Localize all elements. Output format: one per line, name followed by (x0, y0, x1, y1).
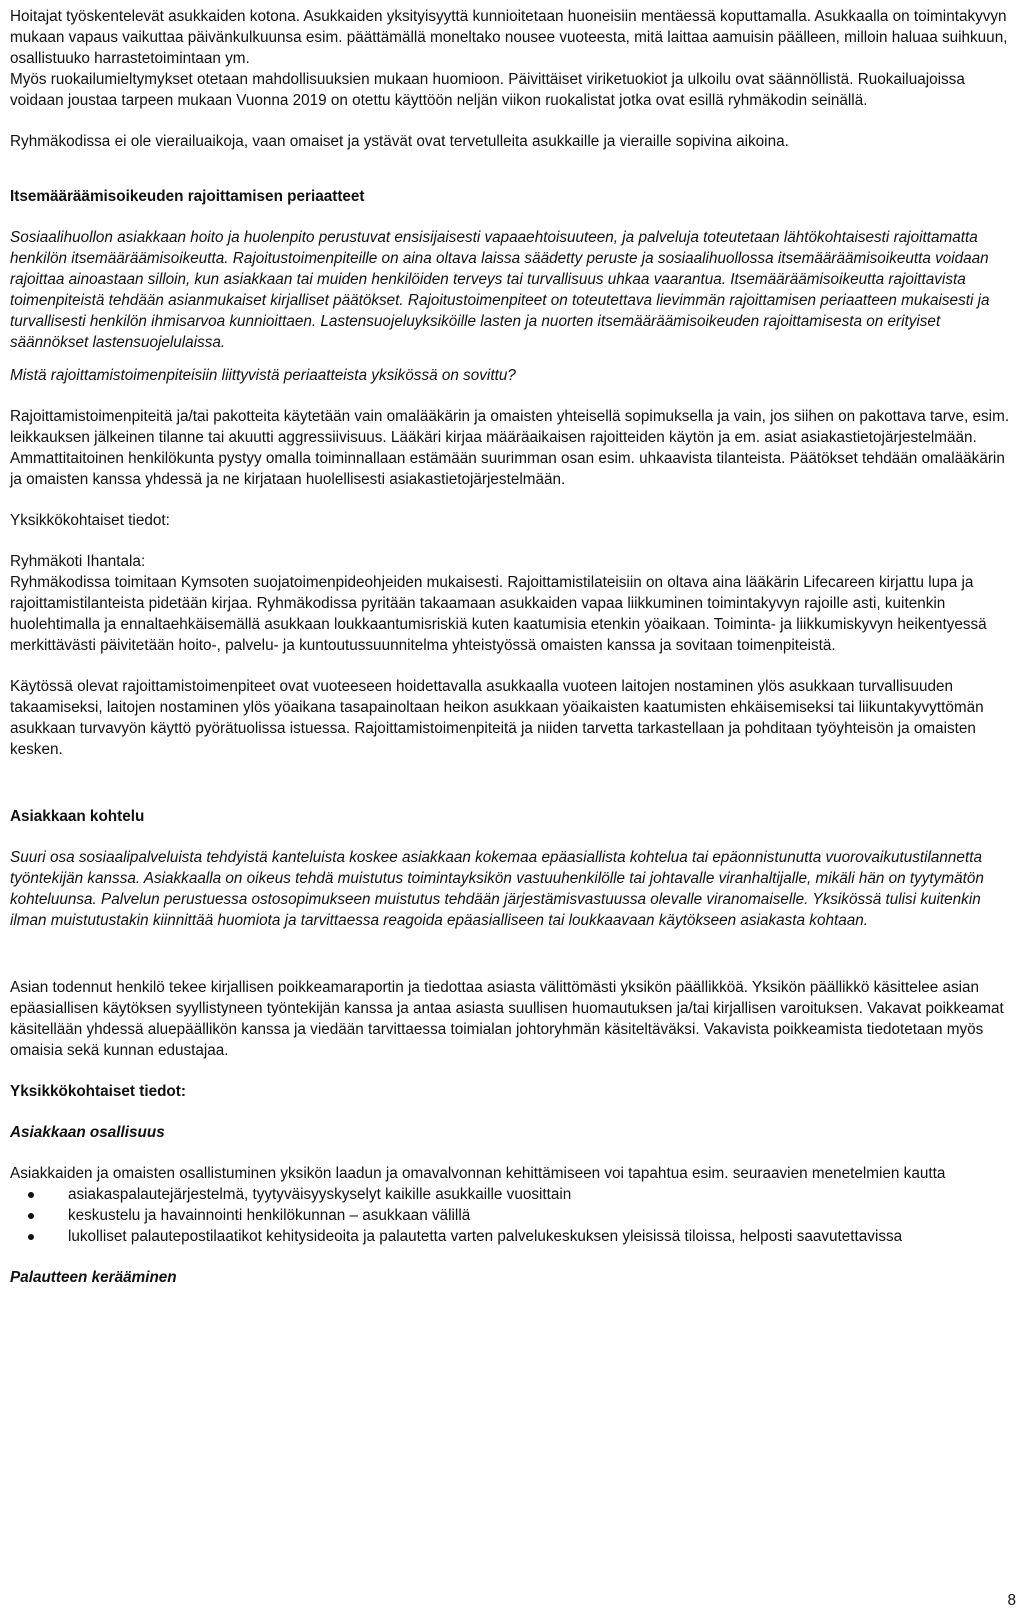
feedback-heading: Palautteen kerääminen (10, 1269, 177, 1286)
restriction-italic-body: Sosiaalihuollon asiakkaan hoito ja huolenpito perustuvat ensisijaisesti vapaaehtoisuuteen, ja palveluja toteutetaan lähtökohtaisesti rajoittamatta henkilön itsemääräämisoikeutta. Rajoitustoimenpiteille on aina oltava laissa säädetty peruste ja sosiaalihuollossa itsemääräämisoikeutta voidaan rajoittaa ainoastaan silloin, kun asiakkaan tai muiden henkilöiden terveys tai turvallisuus uhkaa vaarantua. Itsemääräämisoikeutta rajoittavista toimenpiteistä tehdään asianmukaiset kirjalliset päätökset. Rajoitustoimenpiteet on toteutettava lievimmän rajoittamisen periaatteen mukaisesti ja turvallisesti henkilön ihmisarvoa kunnioittaen. Lastensuojeluyksiköille lasten ja nuorten itsemääräämisoikeuden rajoittamisesta on erityiset säännökset lastensuojelulaissa. (10, 229, 990, 351)
bullet-icon (28, 1234, 34, 1240)
list-item (28, 1205, 1012, 1226)
participation-list (10, 1184, 1012, 1247)
participation-heading: Asiakkaan osallisuus (10, 1124, 165, 1141)
list-item-text: lukolliset palautepostilaatikot kehitysideoita ja palautetta varten palvelukeskuksen yleisissä tiloissa, helposti saavutettavissa (68, 1228, 903, 1245)
treatment-italic-body: Suuri osa sosiaalipalveluista tehdyistä kanteluista koskee asiakkaan kokemaa epäasiallista kohtelua tai epäonnistunutta vuorovaikutustilannetta työntekijän kanssa. Asiakkaalla on oikeus tehdä muistutus toimintayksikön vastuuhenkilölle tai johtavalle viranhaltijalle, mikäli hän on tyytymätön kohteluunsa. Palvelun perustuessa ostosopimukseen muistutus tehdään järjestämisvastuussa olevalle viranomaiselle. Yksikössä tulisi kuitenkin ilman muistutustakin kiinnittää huomiota ja tarvittaessa reagoida epäasialliseen tai loukkaavaan käytökseen asiakasta kohtaan. (10, 849, 984, 929)
document-page (10, 6, 1012, 1288)
page-number: 8 (1007, 1592, 1016, 1609)
intro-paragraph-1: Hoitajat työskentelevät asukkaiden kotona. Asukkaiden yksityisyyttä kunnioitetaan huoneisiin mentäessä koputtamalla. Asukkaalla on toimintakyvyn mukaan vapaus vaikuttaa päivänkulkuunsa esim. päättämällä moneltako nousee vuoteesta, mitä laittaa aamuisin päälleen, milloin haluaa suihkuun, osallistuuko harrastetoimintaan ym. (10, 8, 1008, 67)
list-item (28, 1184, 1012, 1205)
bullet-icon (28, 1192, 34, 1198)
bullet-icon (28, 1213, 34, 1219)
list-item-text: asiakaspalautejärjestelmä, tyytyväisyyskyselyt kaikille asukkaille vuosittain (68, 1186, 572, 1203)
unit-name: Ryhmäkoti Ihantala: (10, 553, 146, 570)
treatment-unit-info-heading: Yksikkökohtaiset tiedot: (10, 1083, 186, 1100)
restriction-question: Mistä rajoittamistoimenpiteisiin liittyvistä periaatteista yksikössä on sovittu? (10, 367, 516, 384)
visiting-paragraph: Ryhmäkodissa ei ole vierailuaikoja, vaan omaiset ja ystävät ovat tervetulleita asukkaille ja vieraille sopivina aikoina. (10, 133, 789, 150)
list-item-text: keskustelu ja havainnointi henkilökunnan – asukkaan välillä (68, 1207, 471, 1224)
unit-body-2: Käytössä olevat rajoittamistoimenpiteet ovat vuoteeseen hoidettavalla asukkaalla vuoteen laitojen nostaminen ylös asukkaan turvallisuuden takaamiseksi, laitojen nostaminen ylös yöaikana tasapainoltaan heikon asukkaan yöaikaisten kaatumisten ehkäisemiseksi tai liikuntakyvyttömän asukkaan turvavyön käyttö pyörätuolissa istuessa. Rajoittamistoimenpiteitä ja niiden tarvetta tarkastellaan ja pohditaan työyhteisön ja omaisten kesken. (10, 678, 984, 758)
list-item (28, 1226, 1012, 1247)
participation-body: Asiakkaiden ja omaisten osallistuminen yksikön laadun ja omavalvonnan kehittämiseen voi tapahtua esim. seuraavien menetelmien kautta (10, 1165, 946, 1182)
treatment-body: Asian todennut henkilö tekee kirjallisen poikkeamaraportin ja tiedottaa asiasta välittömästi yksikön päällikköä. Yksikön päällikkö käsittelee asian epäasiallisen käytöksen syyllistyneen työntekijän kanssa ja antaa asiasta suullisen huomautuksen ja/tai kirjallisen varoituksen. Vakavat poikkeamat käsitellään yhdessä aluepäällikön kanssa ja viedään tarvittaessa toimialan johtoryhmän käsiteltäväksi. Vakavista poikkeamista tiedotetaan myös omaisia sekä kunnan edustajaa. (10, 979, 1004, 1059)
restriction-heading: Itsemääräämisoikeuden rajoittamisen periaatteet (10, 188, 365, 205)
unit-body-1: Ryhmäkodissa toimitaan Kymsoten suojatoimenpideohjeiden mukaisesti. Rajoittamistilateisiin on oltava aina lääkärin Lifecareen kirjattu lupa ja rajoittamistilanteista pidetään kirjaa. Ryhmäkodissa pyritään takaamaan asukkaiden vapaa liikkuminen toimintakyvyn rajoille asti, kuitenkin huolehtimalla ja ennaltaehkäisemällä asukkaan loukkaantumisriskiä kuten kaatumisia etenkin yöaikaan. Toiminta- ja liikkumiskyvyn heikentyessä merkittävästi päivitetään hoito-, palvelu- ja kuntoutussuunnitelma yhteistyössä omaisten kanssa ja sovitaan toimenpiteistä. (10, 574, 987, 654)
intro-paragraph-2: Myös ruokailumieltymykset otetaan mahdollisuuksien mukaan huomioon. Päivittäiset viriketuokiot ja ulkoilu ovat säännöllistä. Ruokailuajoissa voidaan joustaa tarpeen mukaan Vuonna 2019 on otettu käyttöön neljän viikon ruokalistat jotka ovat esillä ryhmäkodin seinällä. (10, 71, 965, 109)
treatment-heading: Asiakkaan kohtelu (10, 808, 145, 825)
restriction-answer: Rajoittamistoimenpiteitä ja/tai pakotteita käytetään vain omalääkärin ja omaisten yhteisellä sopimuksella ja vain, jos siihen on pakottava tarve, esim. leikkauksen jälkeinen tilanne tai akuutti aggressiivisuus. Lääkäri kirjaa määräaikaisen rajoitteiden käytön ja em. asiat asiakastietojärjestelmään. Ammattitaitoinen henkilökunta pystyy omalla toiminnallaan estämään suurimman osan esim. uhkaavista tilanteista. Päätökset tehdään omalääkärin ja omaisten kanssa yhdessä ja ne kirjataan huolellisesti asiakastietojärjestelmään. (10, 408, 1010, 488)
restriction-unit-info-label: Yksikkökohtaiset tiedot: (10, 512, 170, 529)
